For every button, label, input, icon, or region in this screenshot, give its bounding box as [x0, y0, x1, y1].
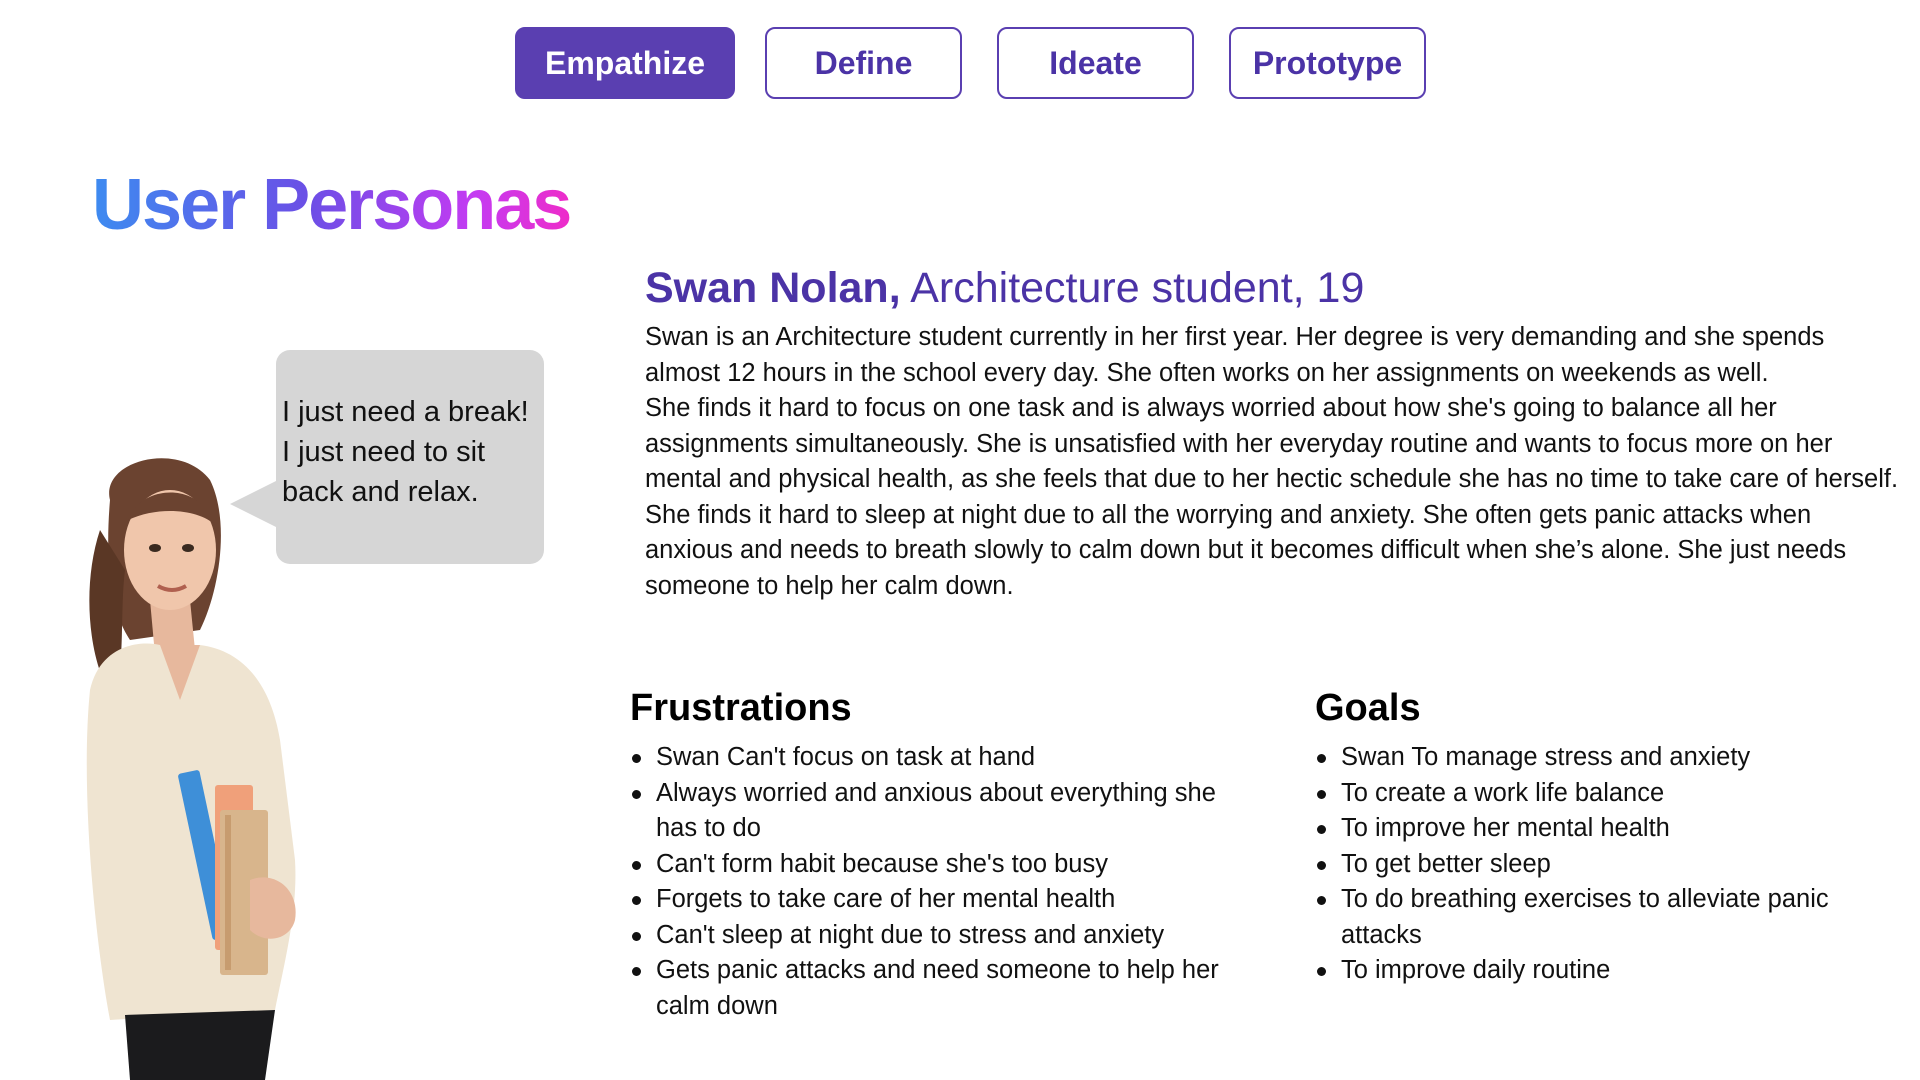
persona-name: Swan Nolan, [645, 264, 901, 312]
persona-bio [645, 320, 1905, 604]
goals-heading: Goals [1315, 687, 1421, 729]
frustrations-section [630, 684, 1230, 1024]
bio-paragraph: She finds it hard to focus on one task and is always worried about how she's going to balance all her assignments simultaneously. She is unsatisfied with her everyday routine and wants to focus more on her mental and physical health, as she feels that due to her hectic schedule she has no time to take care of herself. She finds it hard to sleep at night due to all the worrying and anxiety. She often gets panic attacks when anxious and needs to breath slowly to calm down but it becomes difficult when she’s alone. She just needs someone to help her calm down. [645, 394, 1899, 600]
persona-quote: I just need a break! I just need to sit back and relax. [282, 396, 529, 508]
list-item: Swan To manage stress and anxiety [1341, 740, 1895, 776]
list-item: To get better sleep [1341, 847, 1895, 883]
tab-prototype[interactable]: Prototype [1229, 27, 1426, 99]
list-item: To improve her mental health [1341, 811, 1895, 847]
list-item: Always worried and anxious about everything she has to do [656, 776, 1230, 847]
goals-list [1315, 740, 1895, 989]
list-item: To create a work life balance [1341, 776, 1895, 812]
tab-empathize[interactable]: Empathize [515, 27, 735, 99]
tab-define[interactable]: Define [765, 27, 962, 99]
persona-header [645, 262, 1364, 314]
goals-section [1315, 684, 1895, 989]
quote-bubble [276, 350, 544, 564]
list-item: Gets panic attacks and need someone to help her calm down [656, 953, 1230, 1024]
list-item: To improve daily routine [1341, 953, 1895, 989]
frustrations-list [630, 740, 1230, 1024]
list-item: Can't sleep at night due to stress and anxiety [656, 918, 1230, 954]
persona-descriptor: Architecture student, 19 [900, 264, 1365, 312]
list-item: Forgets to take care of her mental health [656, 882, 1230, 918]
frustrations-heading: Frustrations [630, 687, 852, 729]
list-item: Swan Can't focus on task at hand [656, 740, 1230, 776]
tab-ideate[interactable]: Ideate [997, 27, 1194, 99]
page-title: User Personas [92, 160, 570, 250]
list-item: Can't form habit because she's too busy [656, 847, 1230, 883]
bio-paragraph: Swan is an Architecture student currently in her first year. Her degree is very demanding and she spends almost 12 hours in the school every day. She often works on her assignments on weekends as well. [645, 323, 1825, 387]
list-item: To do breathing exercises to alleviate panic attacks [1341, 882, 1895, 953]
